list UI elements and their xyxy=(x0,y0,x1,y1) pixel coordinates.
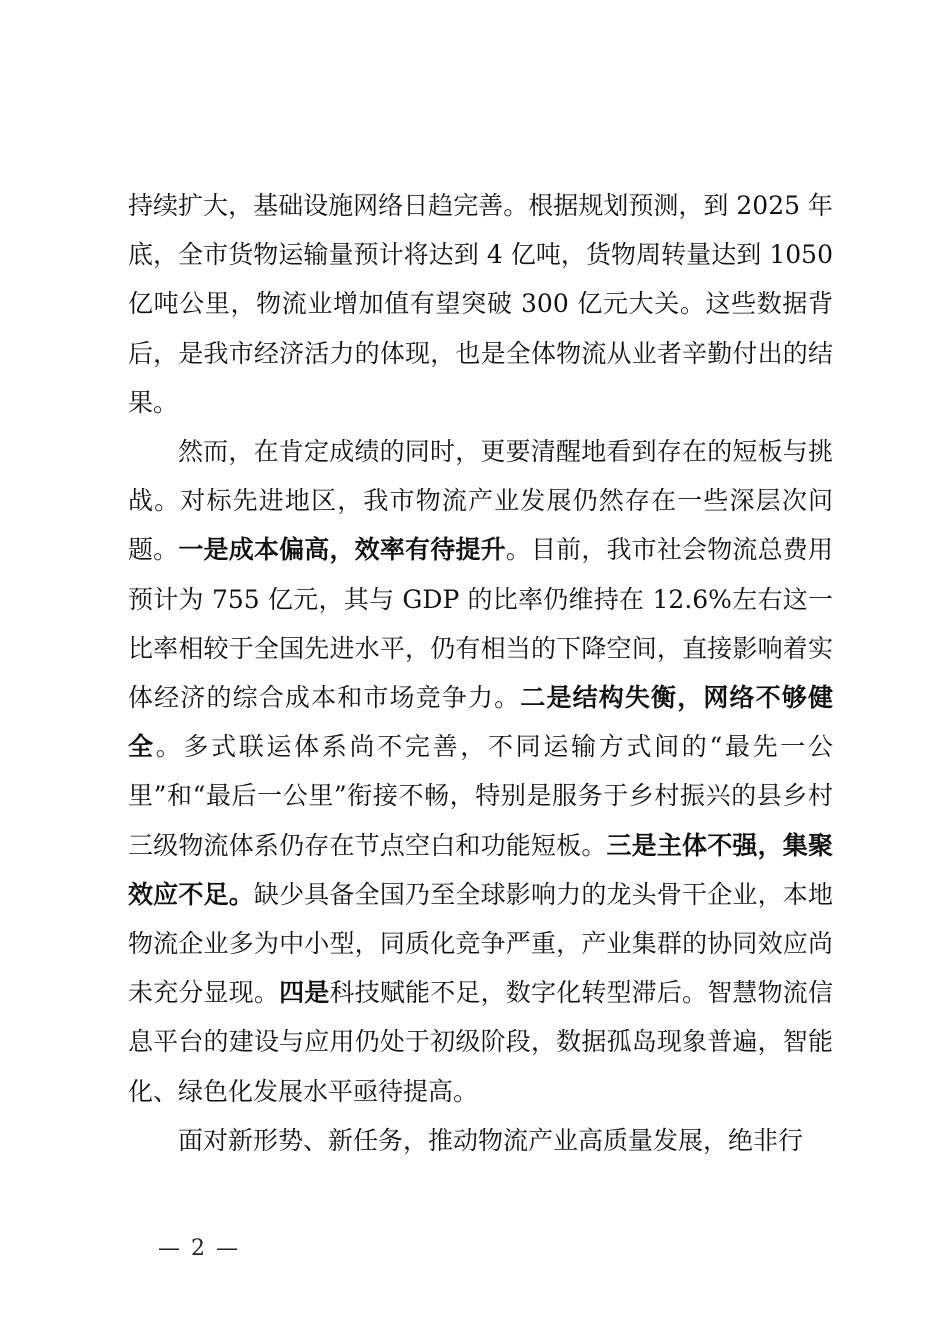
bold-heading-point-1: 一是成本偏高，效率有待提升 xyxy=(178,535,506,565)
page-number: — 2 — xyxy=(158,1236,240,1261)
paragraph-2 xyxy=(128,427,833,1116)
text-run: 。目前，我市社会物流总费用预计为 755 亿元，其与 GDP 的比率仍维持在 12.6%左右这一比率相较于全国先进水平，仍有相当的下降空间，直接影响着实体经济的综合成本和市场竞争力。 xyxy=(128,535,833,713)
text-run: 持续扩大，基础设施网络日趋完善。根据规划预测，到 2025 年底，全市货物运输量预计将达到 4 亿吨，货物周转量达到 1050 亿吨公里，物流业增加值有望突破 300 亿元大关。这些数据背后，是我市经济活力的体现，也是全体物流从业者辛勤付出的结果。 xyxy=(128,191,833,417)
bold-heading-point-2: 二是结构失衡，网络不够健全 xyxy=(128,683,833,762)
text-run: 缺少具备全国乃至全球影响力的龙头骨干企业，本地物流企业多为中小型，同质化竞争严重，产业集群的协同效应尚未充分显现。 xyxy=(128,879,833,1008)
paragraph-3 xyxy=(128,1116,833,1165)
bold-heading-point-3: 三是主体不强，集聚效应不足。 xyxy=(128,830,833,909)
document-body xyxy=(128,181,833,1165)
text-run: 科技赋能不足，数字化转型滞后。智慧物流信息平台的建设与应用仍处于初级阶段，数据孤岛现象普遍，智能化、绿色化发展水平亟待提高。 xyxy=(128,978,833,1106)
bold-heading-point-4: 四是 xyxy=(279,978,330,1008)
paragraph-1 xyxy=(128,181,833,427)
text-run: 面对新形势、新任务，推动物流产业高质量发展，绝非行 xyxy=(178,1125,804,1155)
text-run: 。多式联运体系尚不完善，不同运输方式间的“最先一公里”和“最后一公里”衔接不畅，特别是服务于乡村振兴的县乡村三级物流体系仍存在节点空白和功能短板。 xyxy=(128,732,833,860)
text-run: 然而，在肯定成绩的同时，更要清醒地看到存在的短板与挑战。对标先进地区，我市物流产业发展仍然存在一些深层次问题。 xyxy=(128,437,833,565)
